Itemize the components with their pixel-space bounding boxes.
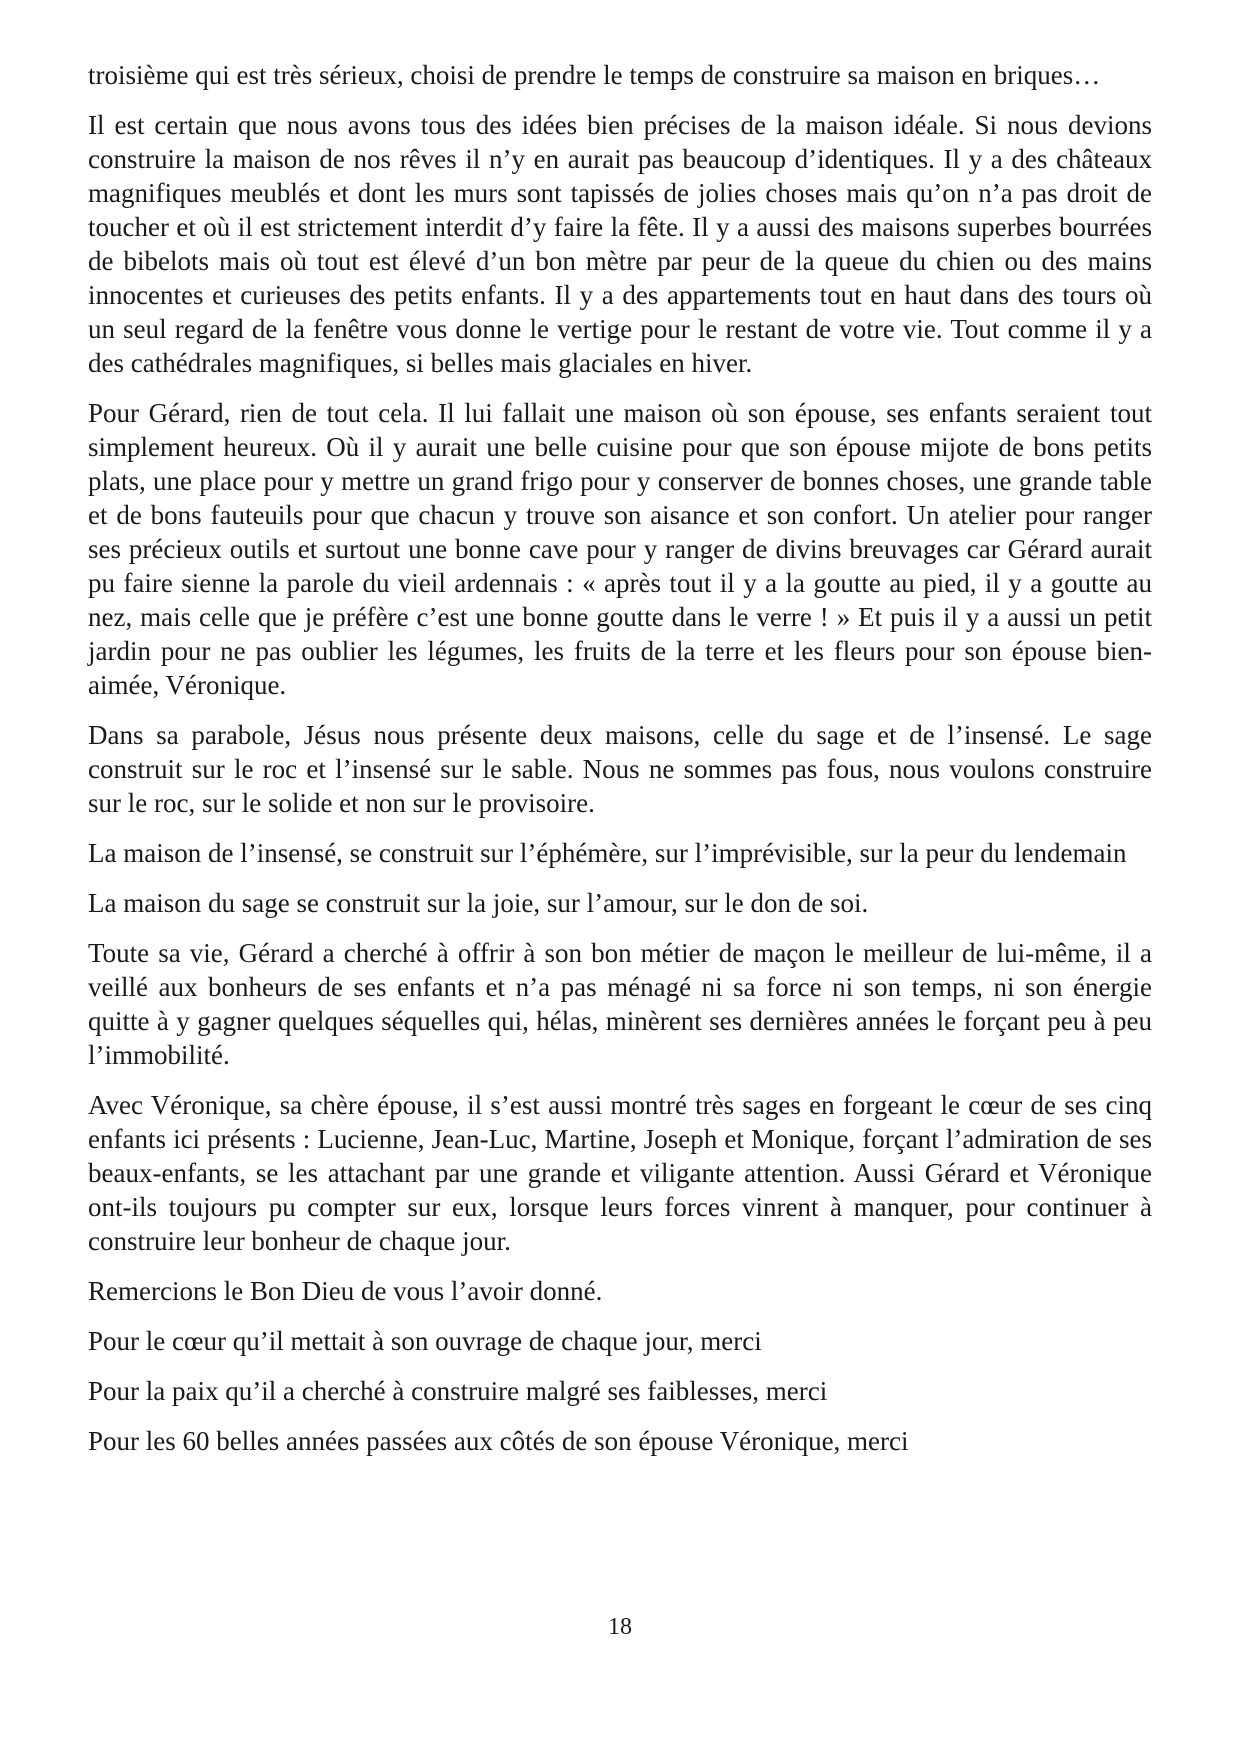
paragraph: Avec Véronique, sa chère épouse, il s’est aussi montré très sages en forgeant le cœur de ses cinq enfants ici présents : Lucienne, Jean-Luc, Martine, Joseph et Monique, forçant l’admiration de ses beaux-enfants, se les attachant par une grande et viligante attention. Aussi Gérard et Véronique ont-ils toujours pu compter sur eux, lorsque leurs forces vinrent à manquer, pour continuer à construire leur bonheur de chaque jour. — [88, 1090, 1152, 1256]
page-number: 18 — [608, 1614, 632, 1640]
page-body — [88, 58, 1152, 1474]
paragraph: La maison de l’insensé, se construit sur l’éphémère, sur l’imprévisible, sur la peur du lendemain — [88, 838, 1127, 868]
paragraph: Il est certain que nous avons tous des idées bien précises de la maison idéale. Si nous devions construire la maison de nos rêves il n’y en aurait pas beaucoup d’identiques. Il y a des châteaux magnifiques meublés et dont les murs sont tapissés de jolies choses mais qu’on n’a pas droit de toucher et où il est strictement interdit d’y faire la fête. Il y a aussi des maisons superbes bourrées de bibelots mais où tout est élevé d’un bon mètre par peur de la queue du chien ou des mains innocentes et curieuses des petits enfants. Il y a des appartements tout en haut dans des tours où un seul regard de la fenêtre vous donne le vertige pour le restant de votre vie. Tout comme il y a des cathédrales magnifiques, si belles mais glaciales en hiver. — [88, 110, 1152, 378]
paragraph: La maison du sage se construit sur la joie, sur l’amour, sur le don de soi. — [88, 888, 869, 918]
paragraph: Pour la paix qu’il a cherché à construire malgré ses faiblesses, merci — [88, 1376, 828, 1406]
paragraph: Pour Gérard, rien de tout cela. Il lui fallait une maison où son épouse, ses enfants seraient tout simplement heureux. Où il y aurait une belle cuisine pour que son épouse mijote de bons petits plats, une place pour y mettre un grand frigo pour y conserver de bonnes choses, une grande table et de bons fauteuils pour que chacun y trouve son aisance et son confort. Un atelier pour ranger ses précieux outils et surtout une bonne cave pour y ranger de divins breuvages car Gérard aurait pu faire sienne la parole du vieil ardennais : « après tout il y a la goutte au pied, il y a goutte au nez, mais celle que je préfère c’est une bonne goutte dans le verre ! » Et puis il y a aussi un petit jardin pour ne pas oublier les légumes, les fruits de la terre et les fleurs pour son épouse bien-aimée, Véronique. — [88, 398, 1152, 700]
paragraph: troisième qui est très sérieux, choisi de prendre le temps de construire sa maison en briques… — [88, 60, 1101, 90]
paragraph: Dans sa parabole, Jésus nous présente deux maisons, celle du sage et de l’insensé. Le sage construit sur le roc et l’insensé sur le sable. Nous ne sommes pas fous, nous voulons construire sur le roc, sur le solide et non sur le provisoire. — [88, 720, 1152, 818]
paragraph: Pour le cœur qu’il mettait à son ouvrage de chaque jour, merci — [88, 1326, 762, 1356]
paragraph: Remercions le Bon Dieu de vous l’avoir donné. — [88, 1276, 603, 1306]
paragraph: Toute sa vie, Gérard a cherché à offrir à son bon métier de maçon le meilleur de lui-même, il a veillé aux bonheurs de ses enfants et n’a pas ménagé ni sa force ni son temps, ni son énergie quitte à y gagner quelques séquelles qui, hélas, minèrent ses dernières années le forçant peu à peu l’immobilité. — [88, 938, 1152, 1070]
paragraph: Pour les 60 belles années passées aux côtés de son épouse Véronique, merci — [88, 1426, 909, 1456]
